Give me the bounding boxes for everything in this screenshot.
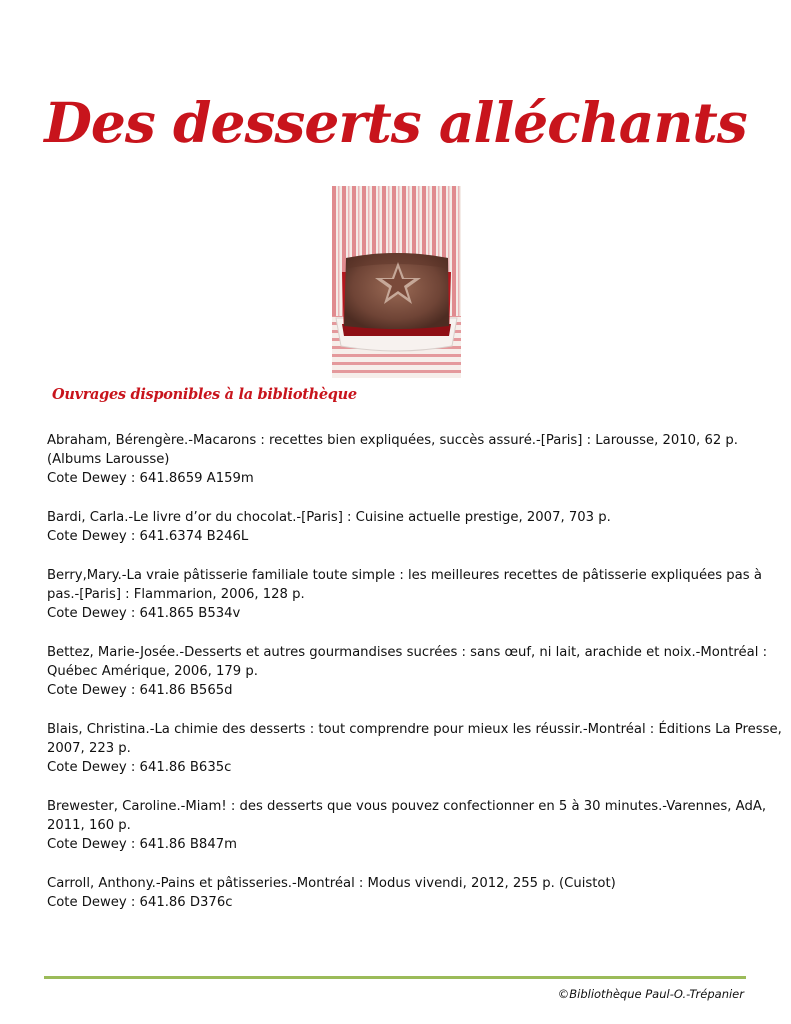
page-title: Des desserts alléchants <box>44 89 747 155</box>
dewey-call-number: Cote Dewey : 641.86 B847m <box>47 837 237 852</box>
bibliography-entry <box>47 643 768 700</box>
bibliography-entry <box>47 566 762 623</box>
footer-divider <box>44 976 746 979</box>
dewey-call-number: Cote Dewey : 641.8659 A159m <box>47 471 254 486</box>
entry-line: Québec Amérique, 2006, 179 p. <box>47 664 258 679</box>
section-subtitle: Ouvrages disponibles à la bibliothèque <box>52 386 357 403</box>
bibliography-entry <box>47 720 782 777</box>
entry-line: 2011, 160 p. <box>47 818 131 833</box>
dewey-call-number: Cote Dewey : 641.6374 B246L <box>47 529 249 544</box>
entry-line: Bardi, Carla.-Le livre d’or du chocolat.-[Paris] : Cuisine actuelle prestige, 2007, 703 p. <box>47 510 611 525</box>
bibliography-entry <box>47 431 757 488</box>
dessert-photo <box>332 186 461 378</box>
dewey-call-number: Cote Dewey : 641.865 B534v <box>47 606 241 621</box>
entry-line: Bettez, Marie-Josée.-Desserts et autres gourmandises sucrées : sans œuf, ni lait, arachide et noix.-Montréal : <box>47 645 768 660</box>
entry-line: Abraham, Bérengère.-Macarons : recettes bien expliquées, succès assuré.-[Paris] : Larousse, 2010, 62 p. <box>47 433 738 448</box>
entry-line: Brewester, Caroline.-Miam! : des desserts que vous pouvez confectionner en 5 à 30 minutes.-Varennes, AdA, <box>47 799 767 814</box>
entry-line: Carroll, Anthony.-Pains et pâtisseries.-Montréal : Modus vivendi, 2012, 255 p. (Cuistot) <box>47 876 616 891</box>
footer-copyright: ©Bibliothèque Paul-O.-Trépanier <box>557 987 744 1001</box>
bibliography-entry <box>47 874 757 912</box>
bibliography-entry <box>47 797 767 854</box>
dewey-call-number: Cote Dewey : 641.86 B635c <box>47 760 232 775</box>
entry-line: Blais, Christina.-La chimie des desserts : tout comprendre pour mieux les réussir.-Montréal : Éditions La Presse, <box>47 722 782 737</box>
entry-line: (Albums Larousse) <box>47 452 170 467</box>
bibliography-list <box>47 431 782 932</box>
dewey-call-number: Cote Dewey : 641.86 D376c <box>47 895 233 910</box>
entry-line: pas.-[Paris] : Flammarion, 2006, 128 p. <box>47 587 305 602</box>
entry-line: 2007, 223 p. <box>47 741 131 756</box>
bibliography-entry <box>47 508 757 546</box>
dewey-call-number: Cote Dewey : 641.86 B565d <box>47 683 233 698</box>
entry-line: Berry,Mary.-La vraie pâtisserie familiale toute simple : les meilleures recettes de pâtisserie expliquées pas à <box>47 568 762 583</box>
